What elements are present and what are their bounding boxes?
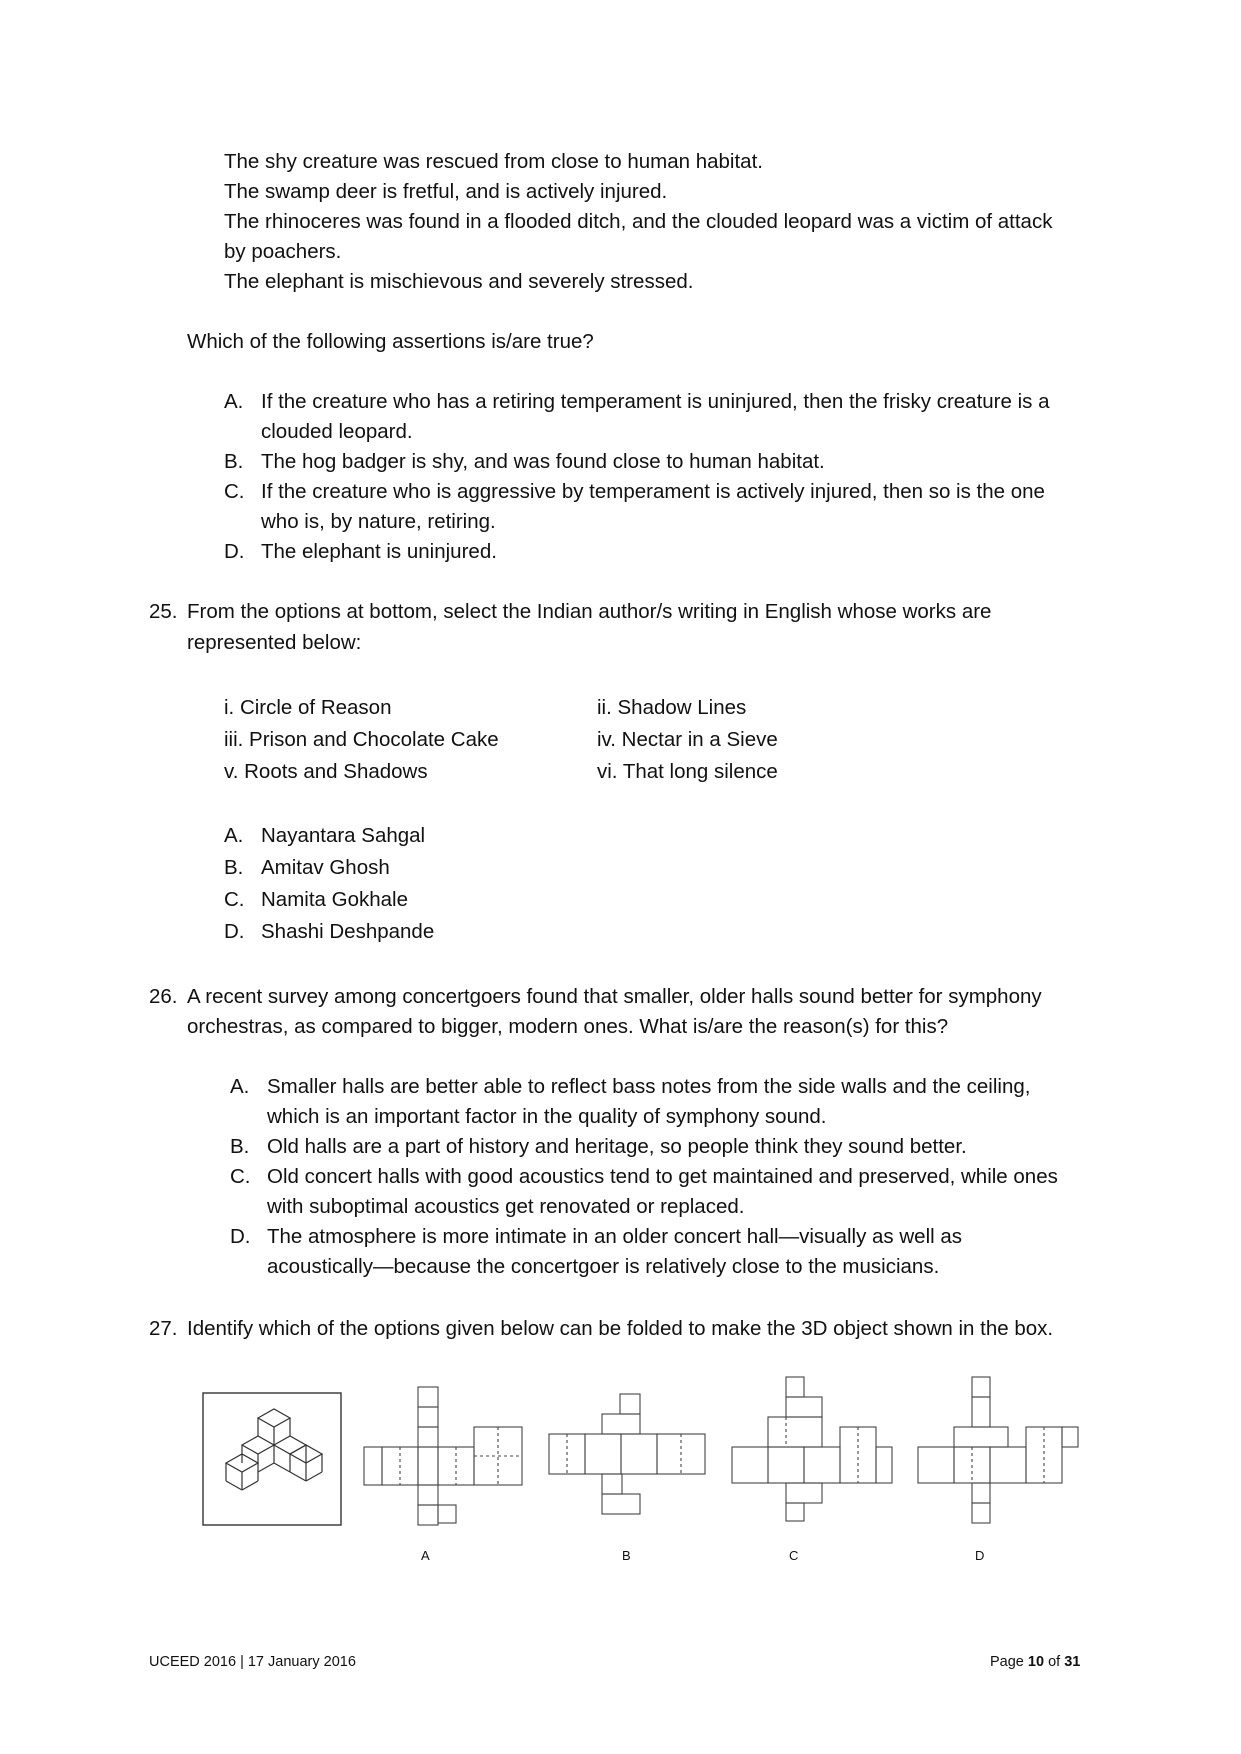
- q26-option-a-letter: A.: [230, 1075, 250, 1098]
- q25-option-c-letter: C.: [224, 888, 245, 911]
- q24-option-d-text: The elephant is uninjured.: [261, 540, 497, 563]
- q24-option-a-text: If the creature who has a retiring temperament is uninjured, then the frisky creature is a: [261, 390, 1050, 413]
- q25-option-b-letter: B.: [224, 856, 244, 879]
- footer-page-number: [990, 1653, 1080, 1671]
- statement-4: The elephant is mischievous and severely stressed.: [224, 270, 694, 293]
- q24-option-d-letter: D.: [224, 540, 245, 563]
- net-label-a: A: [421, 1548, 430, 1563]
- page-current: 10: [1027, 1654, 1045, 1670]
- q26-option-d-text-cont: acoustically—because the concertgoer is relatively close to the musicians.: [267, 1255, 940, 1278]
- q26-option-d-text: The atmosphere is more intimate in an older concert hall—visually as well as: [267, 1225, 963, 1248]
- statement-2: The swamp deer is fretful, and is actively injured.: [224, 180, 668, 203]
- net-label-b: B: [622, 1548, 631, 1563]
- q24-option-c-text: If the creature who is aggressive by temperament is actively injured, then so is the one: [261, 480, 1045, 503]
- q25-prompt: From the options at bottom, select the Indian author/s writing in English whose works are: [187, 600, 992, 623]
- net-option-a[interactable]: [364, 1387, 522, 1525]
- q26-option-b-text: Old halls are a part of history and heritage, so people think they sound better.: [267, 1135, 967, 1158]
- q26-prompt-cont: orchestras, as compared to bigger, modern ones. What is/are the reason(s) for this?: [187, 1015, 949, 1038]
- q25-option-b-text: Amitav Ghosh: [261, 856, 390, 879]
- q26-option-c-letter: C.: [230, 1165, 251, 1188]
- q26-option-a-text: Smaller halls are better able to reflect bass notes from the side walls and the ceiling,: [267, 1075, 1031, 1098]
- q25-work-2: ii. Shadow Lines: [597, 696, 747, 719]
- q25-option-a-letter: A.: [224, 824, 244, 847]
- q25-option-d-text: Shashi Deshpande: [261, 920, 435, 943]
- net-option-c[interactable]: [732, 1377, 892, 1521]
- q24-option-a-letter: A.: [224, 390, 244, 413]
- q24-prompt: Which of the following assertions is/are true?: [187, 330, 594, 353]
- q26-option-c-text: Old concert halls with good acoustics tend to get maintained and preserved, while ones: [267, 1165, 1058, 1188]
- q25-work-3: iii. Prison and Chocolate Cake: [224, 728, 499, 751]
- q26-prompt: A recent survey among concertgoers found that smaller, older halls sound better for symphony: [187, 985, 1042, 1008]
- q24-option-a-text-cont: clouded leopard.: [261, 420, 413, 443]
- q27-prompt: Identify which of the options given below can be folded to make the 3D object shown in the box.: [187, 1317, 1054, 1340]
- statement-3: The rhinoceres was found in a flooded ditch, and the clouded leopard was a victim of attack: [224, 210, 1053, 233]
- page-of: of: [1044, 1654, 1065, 1670]
- q24-option-b-letter: B.: [224, 450, 244, 473]
- net-option-d[interactable]: [918, 1377, 1078, 1523]
- q26-option-c-text-cont: with suboptimal acoustics get renovated or replaced.: [267, 1195, 745, 1218]
- page-total: 31: [1064, 1654, 1081, 1670]
- q25-option-c-text: Namita Gokhale: [261, 888, 408, 911]
- net-label-c: C: [789, 1548, 799, 1563]
- net-label-d: D: [975, 1548, 985, 1563]
- q24-option-c-letter: C.: [224, 480, 245, 503]
- q24-option-c-text-cont: who is, by nature, retiring.: [261, 510, 496, 533]
- q25-work-4: iv. Nectar in a Sieve: [597, 728, 778, 751]
- q25-number: 25.: [149, 600, 178, 623]
- q25-option-a-text: Nayantara Sahgal: [261, 824, 426, 847]
- q25-work-6: vi. That long silence: [597, 760, 778, 783]
- footer-exam-info: UCEED 2016 | 17 January 2016: [149, 1654, 356, 1670]
- q24-option-b-text: The hog badger is shy, and was found close to human habitat.: [261, 450, 825, 473]
- statement-1: The shy creature was rescued from close to human habitat.: [224, 150, 763, 173]
- q27-number: 27.: [149, 1317, 178, 1340]
- page-prefix: Page: [990, 1654, 1028, 1670]
- q25-prompt-cont: represented below:: [187, 631, 362, 654]
- isometric-object-box: [203, 1393, 341, 1525]
- q26-number: 26.: [149, 985, 178, 1008]
- q25-option-d-letter: D.: [224, 920, 245, 943]
- q26-option-a-text-cont: which is an important factor in the quality of symphony sound.: [267, 1105, 827, 1128]
- q26-option-b-letter: B.: [230, 1135, 250, 1158]
- net-option-b[interactable]: [549, 1394, 705, 1514]
- q26-option-d-letter: D.: [230, 1225, 251, 1248]
- q25-work-1: i. Circle of Reason: [224, 696, 392, 719]
- q25-work-5: v. Roots and Shadows: [224, 760, 428, 783]
- statement-3-cont: by poachers.: [224, 240, 342, 263]
